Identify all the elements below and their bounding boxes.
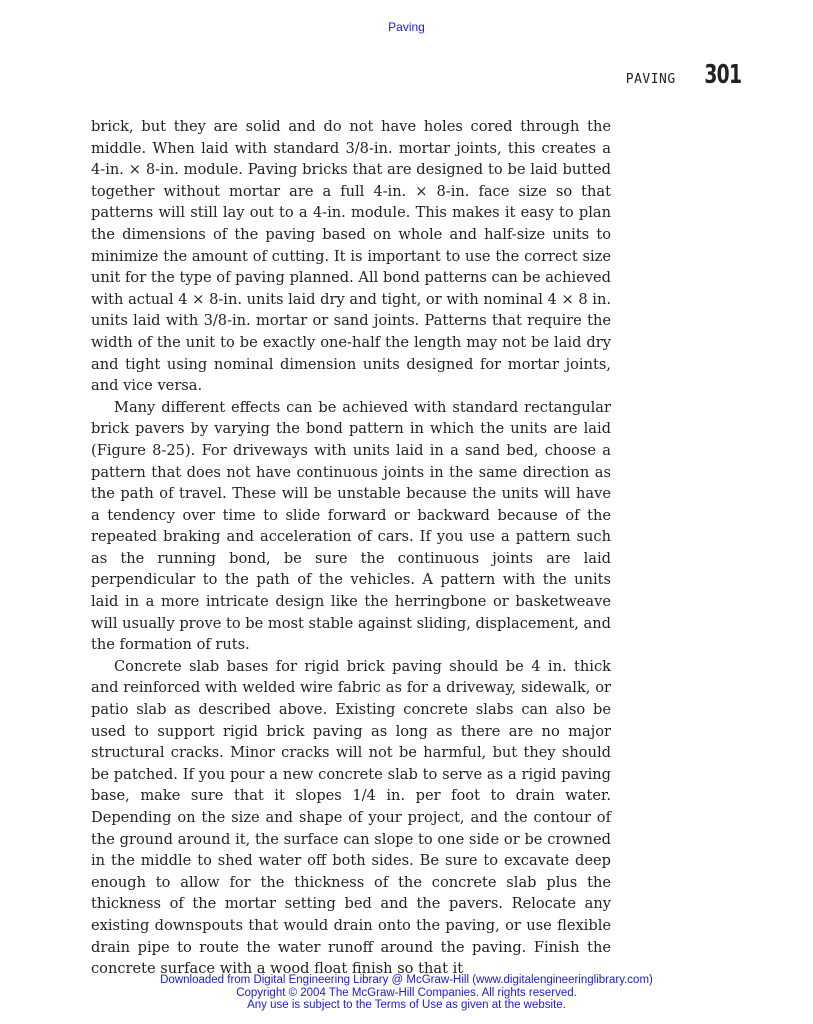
footer-download-link[interactable]: Downloaded from Digital Engineering Library @ McGraw-Hill (www.digitalengineeringlibrary.com) [160, 974, 653, 986]
running-head [626, 60, 741, 90]
copyright-footer [0, 974, 813, 1012]
running-title: PAVING [625, 72, 676, 87]
page-number: 301 [704, 60, 741, 90]
paragraph-2: Many different effects can be achieved with standard rectangular brick pavers by varying the bond pattern in which the units are laid (Figure 8-25). For driveways with units laid in a sand bed, choose a pattern that does not have continuous joints in the same direction as the path of travel. These will be unstable because the units will have a tendency over time to slide forward or backward because of the repeated braking and acceleration of cars. If you use a pattern such as the running bond, be sure the continuous joints are laid perpendicular to the path of the vehicles. A pattern with the units laid in a more intricate design like the herringbone or basketweave will usually prove to be most stable against sliding, displacement, and the formation of ruts. [91, 398, 611, 654]
paragraph-1: brick, but they are solid and do not have holes cored through the middle. When laid with standard 3/8-in. mortar joints, this creates a 4-in. × 8-in. module. Paving bricks that are designed to be laid butted together without mortar are a full 4-in. × 8-in. face size so that patterns will still lay out to a 4-in. module. This makes it easy to plan the dimensions of the paving based on whole and half-size units to minimize the amount of cutting. It is important to use the correct size unit for the type of paving planned. All bond patterns can be achieved with actual 4 × 8-in. units laid dry and tight, or with nominal 4 × 8 in. units laid with 3/8-in. mortar or sand joints. Patterns that require the width of the unit to be exactly one-half the length may not be laid dry and tight using nominal dimension units designed for mortar joints, and vice versa. [91, 118, 611, 395]
footer-terms[interactable]: Any use is subject to the Terms of Use as given at the website. [247, 999, 566, 1011]
chapter-link[interactable]: Paving [388, 20, 425, 34]
footer-copyright: Copyright © 2004 The McGraw-Hill Companies. All rights reserved. [236, 986, 577, 999]
body-text [91, 116, 611, 980]
paragraph-3: Concrete slab bases for rigid brick paving should be 4 in. thick and reinforced with welded wire fabric as for a driveway, sidewalk, or patio slab as described above. Existing concrete slabs can also be used to support rigid brick paving as long as there are no major structural cracks. Minor cracks will not be harmful, but they should be patched. If you pour a new concrete slab to serve as a rigid paving base, make sure that it slopes 1/4 in. per foot to drain water. Depending on the size and shape of your project, and the contour of the ground around it, the surface can slope to one side or be crowned in the middle to shed water off both sides. Be sure to excavate deep enough to allow for the thickness of the concrete slab plus the thickness of the mortar setting bed and the pavers. Relocate any existing downspouts that would drain onto the paving, or use flexible drain pipe to route the water runoff around the paving. Finish the concrete surface with a wood float finish so that it [91, 657, 611, 978]
